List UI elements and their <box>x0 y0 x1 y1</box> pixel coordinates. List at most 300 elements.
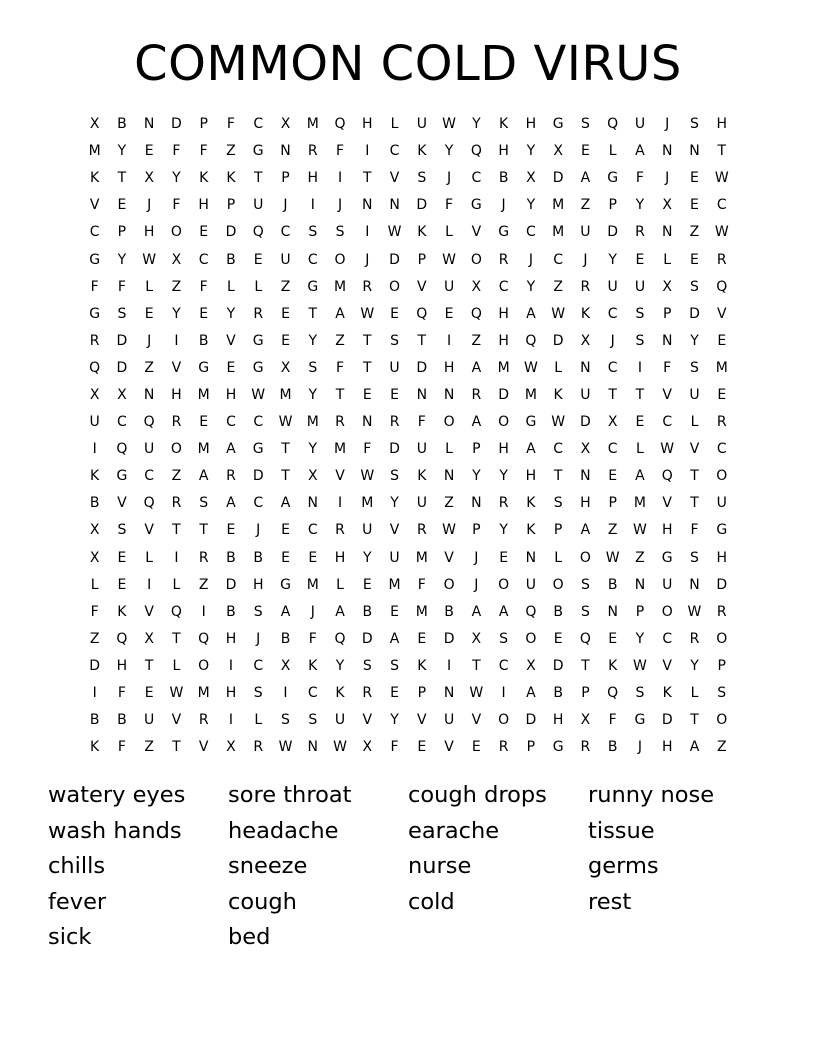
grid-letter: W <box>251 386 266 403</box>
grid-letter: C <box>198 251 209 268</box>
grid-letter: I <box>228 712 234 729</box>
grid-letter: C <box>144 468 155 485</box>
grid-letter: H <box>334 549 346 566</box>
grid-letter: X <box>526 657 536 674</box>
grid-letter: N <box>661 143 673 160</box>
grid-letter: H <box>525 468 537 485</box>
grid-letter: C <box>253 495 264 512</box>
grid-letter: C <box>498 657 509 674</box>
grid-letter: N <box>389 197 400 214</box>
grid-row <box>81 734 736 761</box>
grid-letter: L <box>254 278 263 295</box>
grid-letter: W <box>633 657 647 674</box>
grid-letter: N <box>580 359 591 376</box>
grid-letter: F <box>390 739 399 756</box>
grid-letter: I <box>501 685 506 702</box>
grid-letter: Z <box>635 549 645 566</box>
grid-letter: E <box>417 630 427 647</box>
grid-letter: Z <box>198 576 209 593</box>
grid-letter: G <box>252 359 264 376</box>
grid-letter: Y <box>690 657 699 674</box>
grid-letter: H <box>225 685 237 702</box>
grid-letter: L <box>390 116 399 133</box>
grid-letter: C <box>226 414 236 431</box>
grid-letter: U <box>144 712 155 729</box>
grid-letter: R <box>580 278 591 295</box>
grid-letter: N <box>443 386 455 403</box>
grid-letter: R <box>307 143 318 160</box>
grid-letter: A <box>580 170 591 187</box>
grid-letter: E <box>199 305 209 322</box>
grid-letter: X <box>280 116 291 133</box>
grid-letter: I <box>283 685 288 702</box>
grid-letter: V <box>716 305 727 322</box>
grid-letter: R <box>416 522 427 539</box>
grid-letter: E <box>635 414 645 431</box>
grid-letter: R <box>171 495 182 512</box>
grid-letter: Q <box>470 305 482 322</box>
grid-letter: E <box>390 603 399 620</box>
grid-letter: R <box>362 685 373 702</box>
grid-letter: W <box>360 305 375 322</box>
grid-row <box>81 274 736 301</box>
grid-letter: F <box>417 576 426 593</box>
grid-letter: A <box>635 468 645 485</box>
word-list-item: watery eyes <box>48 782 186 808</box>
grid-letter: M <box>715 359 728 376</box>
grid-letter: B <box>117 116 127 133</box>
grid-letter: A <box>226 441 236 458</box>
grid-letter: K <box>580 305 590 322</box>
grid-letter: Q <box>252 224 264 241</box>
word-list-item: wash hands <box>48 817 182 844</box>
grid-letter: L <box>663 251 672 268</box>
grid-letter: Q <box>470 143 482 160</box>
grid-letter: A <box>226 495 236 512</box>
grid-letter: P <box>199 116 208 133</box>
grid-letter: J <box>147 197 152 214</box>
grid-letter: U <box>253 197 264 214</box>
grid-letter: P <box>226 197 236 214</box>
grid-letter: C <box>89 224 100 241</box>
grid-letter: E <box>281 549 290 566</box>
grid-letter: L <box>90 576 99 593</box>
grid-letter: K <box>335 685 345 702</box>
grid-row <box>81 490 736 517</box>
grid-letter: C <box>607 359 618 376</box>
grid-letter: X <box>280 657 291 674</box>
grid-letter: R <box>635 224 645 241</box>
grid-letter: V <box>117 495 127 512</box>
grid-letter: O <box>470 251 482 268</box>
grid-letter: G <box>307 278 319 295</box>
grid-letter: V <box>144 603 154 620</box>
grid-letter: E <box>281 522 290 539</box>
grid-letter: R <box>253 305 264 322</box>
grid-letter: C <box>253 116 264 133</box>
grid-letter: F <box>308 630 317 647</box>
grid-row <box>81 517 736 544</box>
grid-letter: W <box>469 685 484 702</box>
grid-letter: X <box>580 441 591 458</box>
grid-row <box>81 111 736 138</box>
grid-letter: S <box>690 116 699 133</box>
grid-letter: M <box>197 386 210 403</box>
grid-letter: B <box>89 495 100 512</box>
grid-letter: Y <box>117 143 127 160</box>
grid-letter: V <box>389 522 400 539</box>
grid-letter: A <box>335 603 345 620</box>
grid-letter: D <box>89 657 101 674</box>
grid-letter: T <box>635 386 645 403</box>
grid-letter: R <box>226 468 236 485</box>
grid-letter: Z <box>716 739 727 756</box>
grid-letter: Y <box>690 332 699 349</box>
grid-letter: E <box>199 414 209 431</box>
grid-letter: N <box>471 495 482 512</box>
grid-letter: Y <box>308 441 318 458</box>
grid-letter: Z <box>553 278 563 295</box>
grid-letter: K <box>526 522 536 539</box>
grid-letter: T <box>199 522 208 539</box>
grid-letter: Q <box>607 116 619 133</box>
grid-letter: U <box>580 224 591 241</box>
grid-letter: F <box>117 685 126 702</box>
grid-letter: U <box>607 278 618 295</box>
grid-letter: Z <box>444 495 454 512</box>
grid-letter: D <box>252 468 264 485</box>
grid-letter: R <box>171 414 182 431</box>
grid-letter: W <box>551 305 566 322</box>
grid-letter: Y <box>526 197 536 214</box>
grid-letter: E <box>608 468 618 485</box>
grid-letter: D <box>716 576 728 593</box>
grid-letter: O <box>334 251 346 268</box>
grid-letter: S <box>690 359 699 376</box>
grid-letter: A <box>280 495 291 512</box>
grid-letter: E <box>390 685 399 702</box>
grid-letter: N <box>525 549 537 566</box>
grid-letter: T <box>281 468 290 485</box>
grid-letter: S <box>580 603 590 620</box>
grid-letter: J <box>528 251 533 268</box>
grid-letter: I <box>310 197 315 214</box>
grid-letter: E <box>144 143 154 160</box>
grid-letter: T <box>690 495 699 512</box>
grid-letter: E <box>499 549 509 566</box>
grid-letter: W <box>633 522 647 539</box>
grid-letter: I <box>637 359 643 376</box>
grid-letter: S <box>253 603 263 620</box>
grid-letter: A <box>689 739 700 756</box>
grid-letter: E <box>717 332 727 349</box>
grid-letter: M <box>88 143 101 160</box>
grid-letter: Q <box>198 630 210 647</box>
grid-letter: D <box>116 359 128 376</box>
grid-letter: A <box>280 603 291 620</box>
grid-letter: B <box>362 603 373 620</box>
grid-letter: E <box>281 305 290 322</box>
word-list-item: sick <box>48 924 92 950</box>
grid-letter: W <box>442 116 456 133</box>
grid-letter: C <box>662 414 673 431</box>
grid-letter: C <box>525 224 536 241</box>
grid-letter: Q <box>116 630 128 647</box>
grid-letter: T <box>172 522 181 539</box>
grid-letter: G <box>716 522 728 539</box>
grid-letter: X <box>526 170 536 187</box>
grid-letter: U <box>634 116 646 133</box>
grid-letter: D <box>225 224 237 241</box>
grid-letter: Y <box>172 170 181 187</box>
grid-letter: L <box>227 278 235 295</box>
grid-letter: Y <box>635 630 645 647</box>
grid-letter: E <box>444 305 454 322</box>
grid-letter: N <box>416 386 428 403</box>
word-list <box>48 778 768 956</box>
grid-letter: R <box>335 414 345 431</box>
grid-letter: H <box>661 522 673 539</box>
grid-letter: F <box>172 197 181 214</box>
grid-letter: T <box>117 170 127 187</box>
grid-letter: U <box>334 712 346 729</box>
puzzle-title: COMMON COLD VIRUS <box>134 36 682 92</box>
grid-letter: B <box>553 603 563 620</box>
grid-letter: S <box>308 359 318 376</box>
grid-letter: Q <box>416 305 428 322</box>
grid-letter: Y <box>390 495 399 512</box>
grid-letter: X <box>471 630 482 647</box>
grid-letter: K <box>417 657 427 674</box>
grid-letter: Q <box>661 468 673 485</box>
grid-letter: G <box>552 739 564 756</box>
grid-letter: C <box>307 251 318 268</box>
grid-letter: I <box>92 441 97 458</box>
grid-row <box>81 680 736 707</box>
grid-letter: F <box>90 278 99 295</box>
grid-letter: V <box>171 712 182 729</box>
grid-letter: L <box>554 359 563 376</box>
grid-letter: E <box>471 739 481 756</box>
grid-letter: Y <box>226 305 236 322</box>
grid-letter: M <box>633 495 646 512</box>
grid-letter: K <box>90 170 100 187</box>
grid-letter: W <box>169 685 184 702</box>
grid-letter: C <box>280 224 291 241</box>
grid-letter: C <box>389 143 400 160</box>
grid-letter: T <box>281 441 290 458</box>
grid-letter: R <box>498 739 509 756</box>
grid-letter: J <box>283 197 288 214</box>
grid-letter: T <box>717 143 727 160</box>
grid-letter: N <box>689 576 700 593</box>
grid-letter: P <box>117 224 127 241</box>
grid-letter: M <box>552 197 565 214</box>
grid-letter: D <box>661 712 673 729</box>
grid-row <box>81 219 736 246</box>
grid-letter: Z <box>144 359 154 376</box>
grid-letter: H <box>498 143 509 160</box>
grid-letter: Q <box>525 603 537 620</box>
grid-letter: N <box>689 143 700 160</box>
grid-letter: N <box>143 386 155 403</box>
grid-letter: V <box>662 495 672 512</box>
grid-letter: M <box>388 576 401 593</box>
grid-letter: S <box>690 549 699 566</box>
grid-letter: I <box>228 657 234 674</box>
grid-letter: R <box>253 739 264 756</box>
grid-letter: C <box>253 657 264 674</box>
grid-letter: S <box>635 685 645 702</box>
grid-letter: X <box>171 251 182 268</box>
word-list-item: cough <box>228 888 297 915</box>
grid-letter: F <box>90 603 99 620</box>
grid-letter: Y <box>499 468 508 485</box>
grid-letter: F <box>335 359 345 376</box>
grid-letter: Z <box>144 739 154 756</box>
grid-letter: H <box>580 495 591 512</box>
grid-letter: Y <box>390 712 399 729</box>
grid-letter: O <box>170 224 182 241</box>
grid-letter: T <box>335 386 345 403</box>
grid-letter: Y <box>526 143 536 160</box>
grid-letter: T <box>608 386 617 403</box>
grid-letter: D <box>607 224 619 241</box>
grid-letter: M <box>415 603 428 620</box>
grid-letter: S <box>117 522 127 539</box>
grid-letter: B <box>553 685 563 702</box>
grid-letter: T <box>553 468 563 485</box>
grid-letter: F <box>226 116 235 133</box>
grid-letter: U <box>389 549 400 566</box>
grid-letter: B <box>253 549 264 566</box>
grid-letter: S <box>308 712 318 729</box>
grid-letter: V <box>362 712 373 729</box>
grid-letter: P <box>281 170 290 187</box>
grid-letter: Y <box>472 116 481 133</box>
grid-letter: W <box>442 522 456 539</box>
grid-letter: Q <box>89 359 101 376</box>
grid-letter: Y <box>608 251 617 268</box>
grid-letter: S <box>335 224 345 241</box>
grid-letter: T <box>363 170 372 187</box>
grid-letter: E <box>553 630 563 647</box>
grid-letter: O <box>170 441 182 458</box>
grid-letter: J <box>637 739 643 756</box>
grid-letter: J <box>256 522 261 539</box>
grid-letter: E <box>308 549 318 566</box>
grid-letter: X <box>226 739 236 756</box>
grid-letter: R <box>198 712 209 729</box>
grid-letter: R <box>716 251 727 268</box>
grid-letter: N <box>443 468 455 485</box>
grid-letter: N <box>307 495 318 512</box>
grid-letter: A <box>389 630 400 647</box>
grid-letter: H <box>307 170 319 187</box>
grid-letter: J <box>365 251 370 268</box>
grid-letter: Z <box>580 197 591 214</box>
grid-letter: C <box>117 414 127 431</box>
grid-letter: N <box>280 143 291 160</box>
grid-row <box>81 355 736 382</box>
grid-letter: L <box>445 224 453 241</box>
grid-letter: G <box>252 143 264 160</box>
grid-letter: S <box>390 332 399 349</box>
grid-letter: N <box>443 685 455 702</box>
grid-letter: P <box>526 739 536 756</box>
grid-letter: T <box>690 712 699 729</box>
grid-letter: D <box>689 305 700 322</box>
grid-letter: R <box>498 495 509 512</box>
grid-letter: W <box>714 170 729 187</box>
grid-letter: H <box>716 116 727 133</box>
grid-letter: A <box>498 603 509 620</box>
grid-letter: H <box>661 739 673 756</box>
grid-letter: K <box>417 468 427 485</box>
grid-letter: J <box>447 170 452 187</box>
grid-letter: L <box>690 414 699 431</box>
grid-letter: Y <box>472 468 481 485</box>
word-list-item: rest <box>588 888 632 915</box>
grid-letter: O <box>579 549 591 566</box>
grid-letter: D <box>416 359 428 376</box>
grid-letter: C <box>498 278 509 295</box>
grid-letter: P <box>417 685 427 702</box>
grid-letter: Q <box>334 116 346 133</box>
grid-letter: J <box>665 116 670 133</box>
grid-letter: H <box>198 197 209 214</box>
grid-letter: C <box>607 441 618 458</box>
grid-letter: U <box>416 441 427 458</box>
grid-letter: U <box>362 522 373 539</box>
grid-letter: V <box>144 522 154 539</box>
grid-letter: U <box>525 576 536 593</box>
grid-letter: U <box>443 278 455 295</box>
grid-letter: J <box>256 630 261 647</box>
grid-letter: L <box>172 576 181 593</box>
grid-letter: S <box>308 224 318 241</box>
grid-letter: R <box>689 630 700 647</box>
grid-letter: K <box>90 739 100 756</box>
grid-letter: D <box>552 332 564 349</box>
word-list-item: nurse <box>408 853 472 879</box>
grid-letter: W <box>523 359 538 376</box>
grid-letter: D <box>552 657 564 674</box>
word-list-item: sore throat <box>228 782 352 808</box>
grid-letter: Z <box>335 332 345 349</box>
grid-letter: F <box>363 441 372 458</box>
grid-letter: E <box>117 197 127 214</box>
grid-letter: O <box>552 576 564 593</box>
grid-letter: F <box>635 170 644 187</box>
grid-letter: B <box>89 712 100 729</box>
grid-letter: B <box>198 332 209 349</box>
grid-letter: Y <box>363 549 372 566</box>
grid-letter: B <box>498 170 509 187</box>
grid-letter: Y <box>117 251 127 268</box>
grid-letter: X <box>362 739 373 756</box>
grid-letter: S <box>690 278 699 295</box>
grid-letter: V <box>662 657 672 674</box>
grid-letter: R <box>89 332 100 349</box>
grid-letter: X <box>662 278 672 295</box>
grid-letter: E <box>608 630 618 647</box>
grid-letter: E <box>144 685 154 702</box>
grid-letter: D <box>225 576 237 593</box>
grid-letter: V <box>417 712 427 729</box>
grid-letter: U <box>662 576 673 593</box>
word-list-item: bed <box>228 924 271 950</box>
